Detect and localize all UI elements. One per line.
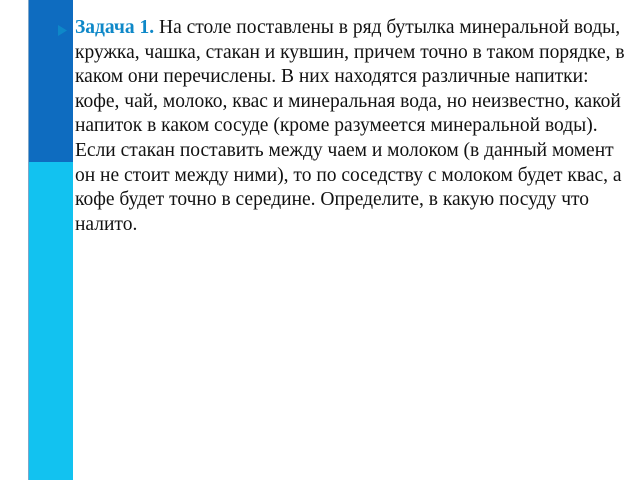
bullet-item — [58, 16, 632, 237]
task-label: Задача 1. — [75, 17, 155, 38]
slide-content — [58, 16, 632, 237]
left-bar-edge-line — [28, 0, 29, 480]
triangle-right-icon — [58, 23, 75, 41]
task-text: На столе поставлены в ряд бутылка минеральной воды, кружка, чашка, стакан и кувшин, причем точно в таком порядке, в каком они перечислены. В них находятся различные напитки: кофе, чай, молоко, квас и минеральная вода, но неизвестно, какой напиток в каком сосуде (кроме разумеется минеральной воды). Если стакан поставить между чаем и молоком (в данный момент он не стоит между ними), то по соседству с молоком будет квас, а кофе будет точно в середине. Определите, в какую посуду что налито. — [75, 17, 625, 235]
task-paragraph — [75, 16, 632, 237]
